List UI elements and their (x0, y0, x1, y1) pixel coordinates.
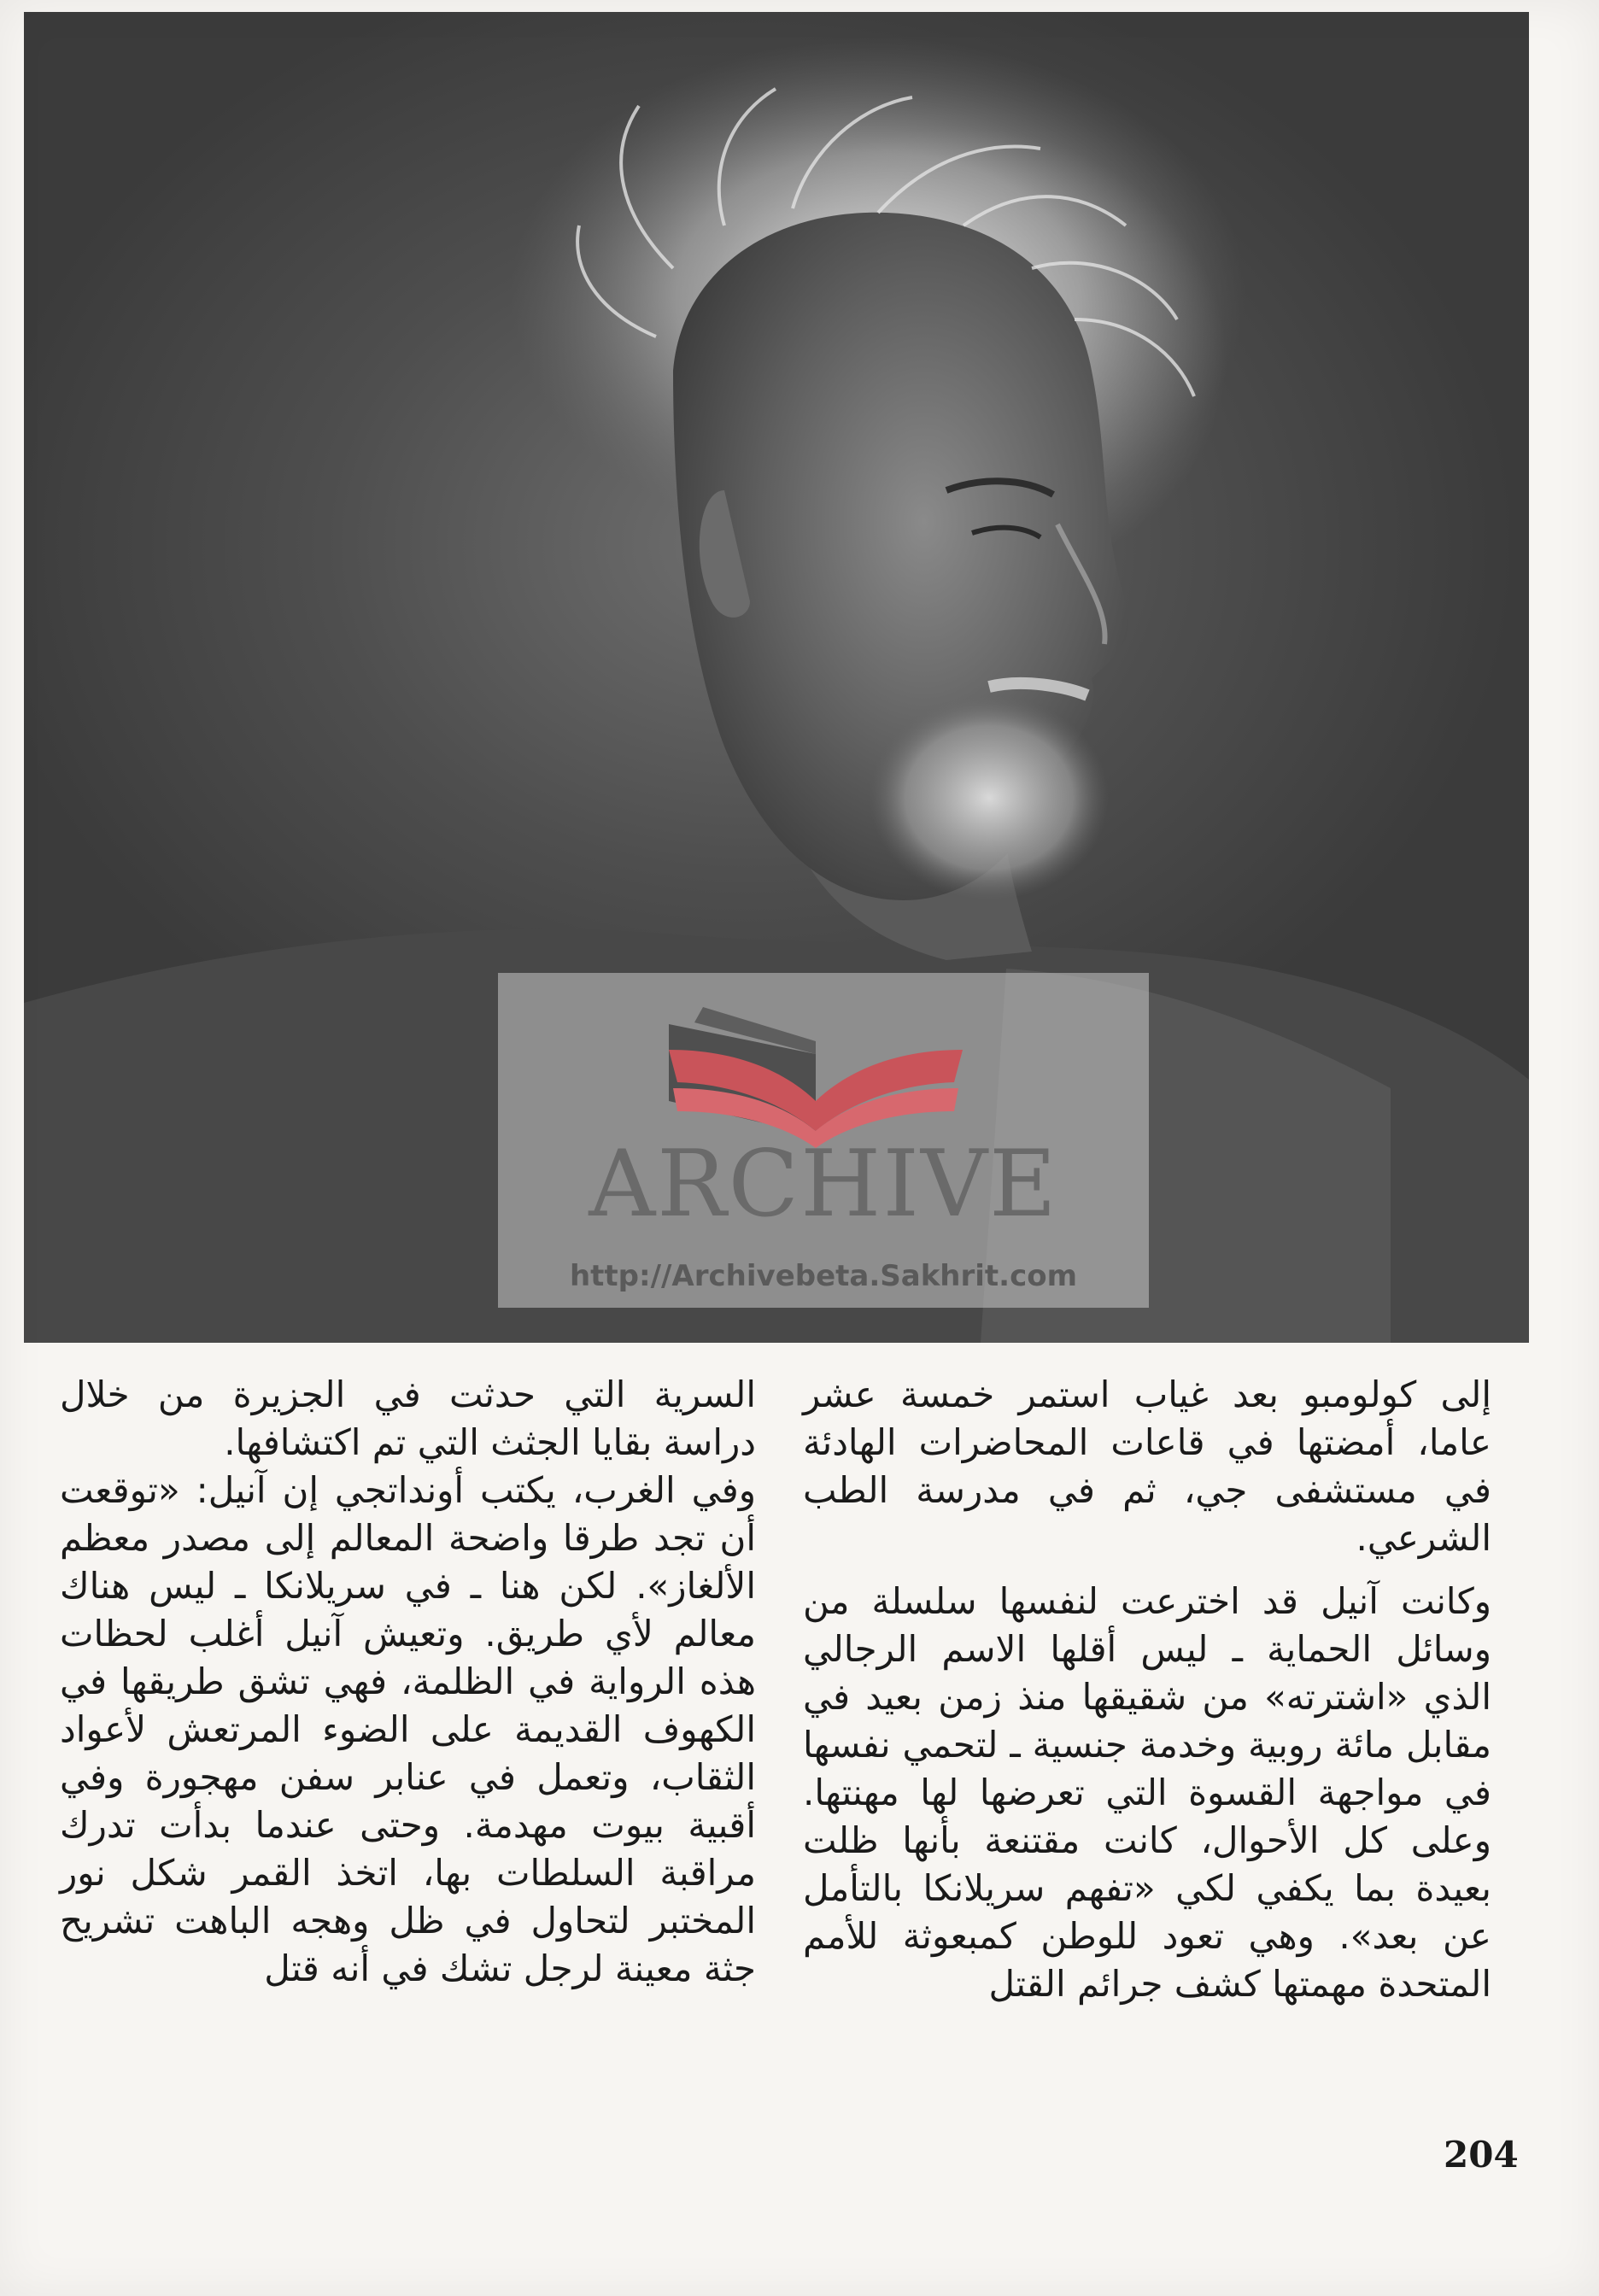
article-column-left (60, 1371, 756, 1993)
article-paragraph: وكانت آنيل قد اخترعت لنفسها سلسلة من وسائل الحماية ـ ليس أقلها الاسم الرجالي الذي «اشترته» من شقيقها منذ زمن بعيد في مقابل مائة روبية وخدمة جنسية ـ لتحمي نفسها في مواجهة القسوة التي تعرضها لها مهنتها. وعلى كل الأحوال، كانت مقتنعة بأنها ظلت بعيدة بما يكفي لكي «تفهم سريلانكا بالتأمل عن بعد». وهي تعود للوطن كمبعوثة للأمم المتحدة مهمتها كشف جرائم القتل (803, 1580, 1491, 2005)
watermark-title: ARCHIVE (589, 1131, 1058, 1238)
article-paragraph: السرية التي حدثت في الجزيرة من خلال دراسة بقايا الجثث التي تم اكتشافها. (60, 1374, 756, 1463)
article-paragraph: إلى كولومبو بعد غياب استمر خمسة عشر عاما، أمضتها في قاعات المحاضرات الهادئة في مستشفى جي، ثم في مدرسة الطب الشرعي. (803, 1374, 1491, 1559)
portrait-photo (24, 12, 1529, 1343)
watermark-url: http://Archivebeta.Sakhrit.com (569, 1259, 1078, 1293)
article-column-right (803, 1371, 1491, 2008)
article-paragraph: وفي الغرب، يكتب أونداتجي إن آنيل: «توقعت أن تجد طرقا واضحة المعالم إلى مصدر معظم الألغاز». لكن هنا ـ في سريلانكا ـ ليس هناك معالم لأي طريق. وتعيش آنيل أغلب لحظات هذه الرواية في الظلمة، فهي تشق طريقها في الكهوف القديمة على الضوء المرتعش لأعواد الثقاب، وتعمل في عنابر سفن مهجورة وفي أقبية بيوت مهدمة. وحتى عندما بدأت تدرك مراقبة السلطات بها، اتخذ القمر شكل نور المختبر لتحاول في ظل وهجه الباهت تشريح جثة معينة لرجل تشك في أنه قتل (60, 1469, 756, 1989)
archive-watermark (498, 973, 1149, 1308)
page-number: 204 (1444, 2134, 1519, 2176)
